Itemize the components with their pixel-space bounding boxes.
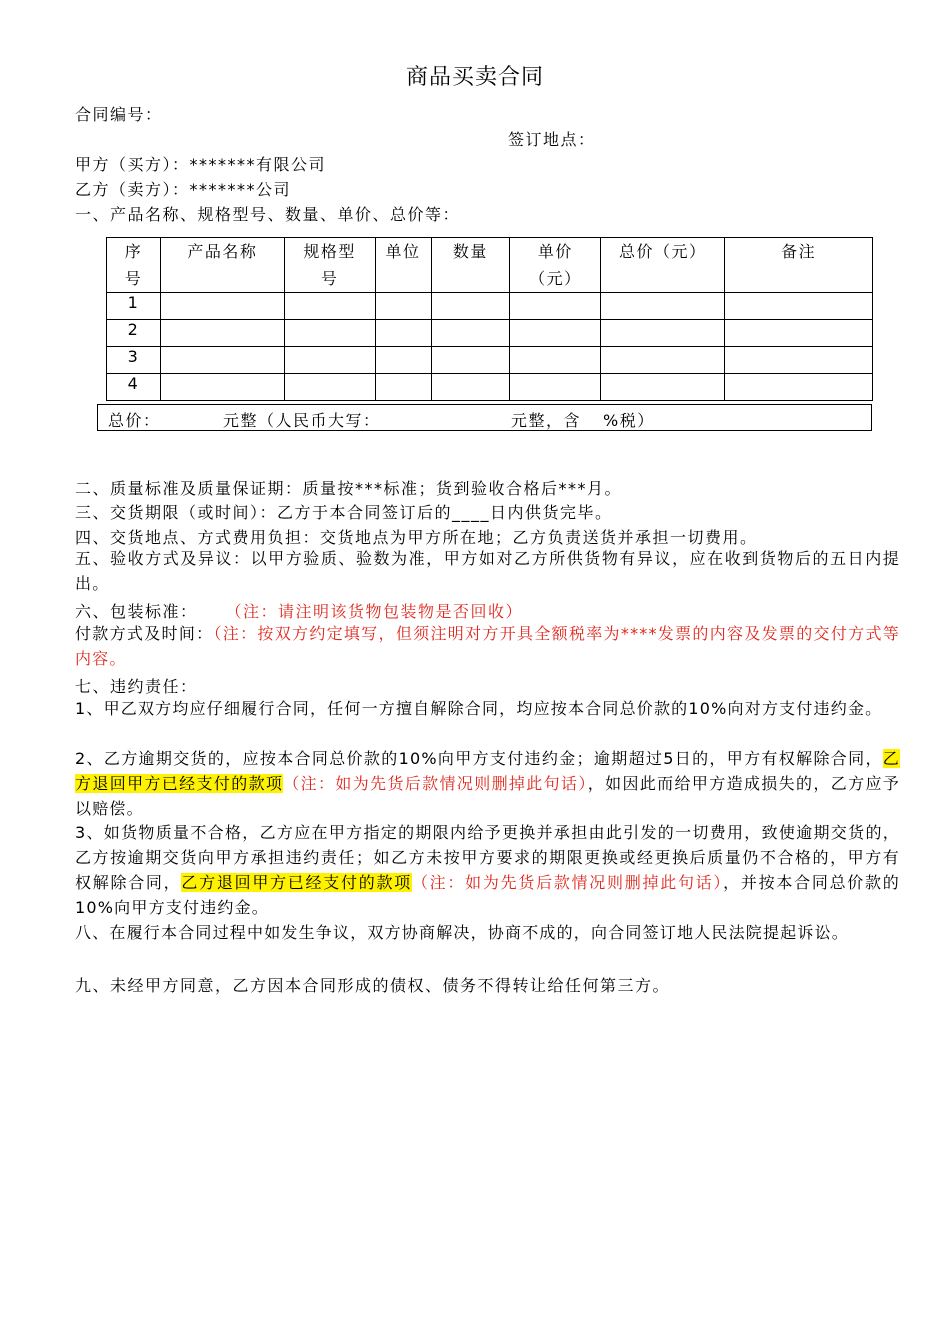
page-title: 商品买卖合同 [405, 65, 544, 90]
cell [160, 320, 284, 347]
cell [160, 347, 284, 374]
header-cell-remarks: 备注 [725, 238, 873, 293]
cell [431, 320, 510, 347]
table-row [107, 320, 873, 347]
section9-text: 九、未经甲方同意，乙方因本合同形成的债权、债务不得转让给任何第三方。 [75, 976, 671, 995]
section5-text: 五、验收方式及异议：以甲方验质、验数为准，甲方如对乙方所供货物有异议，应在收到货物后的五日内提出。 [75, 549, 900, 593]
clause3-paragraph [75, 820, 900, 920]
section7-heading: 七、违约责任： [75, 677, 198, 696]
total-yuan-label: 元整（人民币大写： [223, 411, 381, 430]
section2-text: 二、质量标准及质量保证期：质量按***标准；货到验收合格后***月。 [75, 479, 623, 498]
clause2-text-a: 2、乙方逾期交货的，应按本合同总价款的10%向甲方支付违约金；逾期超过5日的，甲方有权解除合同， [75, 749, 883, 768]
cell [725, 374, 873, 401]
total-price-row [97, 404, 872, 431]
cell [431, 347, 510, 374]
cell [510, 293, 601, 320]
row-number: 1 [107, 293, 161, 320]
payment-label: 付款方式及时间： [75, 624, 214, 643]
clause3-note: （注：如为先货后款情况则删掉此句话） [411, 873, 724, 892]
cell [431, 293, 510, 320]
section6-line [75, 599, 523, 622]
cell [725, 320, 873, 347]
contract-number-label: 合同编号： [75, 105, 163, 124]
clause3-text-b: ，并按本合同总价款的10%向甲方支付违约金。 [75, 873, 900, 917]
payment-note: （注：按双方约定填写，但须注明对方开具全额税率为****发票的内容及发票的交付方式等内容。 [75, 624, 900, 668]
table-row [107, 347, 873, 374]
cell [375, 320, 431, 347]
row-number: 2 [107, 320, 161, 347]
cell [601, 320, 725, 347]
header-cell-unit-price: 单价 （元） [510, 238, 601, 293]
cell [375, 347, 431, 374]
party-a-line: 甲方（买方）：*******有限公司 [75, 155, 327, 174]
total-tax-label: %税） [603, 411, 655, 430]
table-header-row [107, 238, 873, 293]
cell [601, 347, 725, 374]
header-cell-total-price: 总价（元） [601, 238, 725, 293]
section3-text: 三、交货期限（或时间）：乙方于本合同签订后的____日内供货完毕。 [75, 503, 613, 522]
header-cell-spec: 规格型 号 [284, 238, 375, 293]
section1-heading: 一、产品名称、规格型号、数量、单价、总价等： [75, 205, 461, 224]
clause3-text-a: 3、如货物质量不合格，乙方应在甲方指定的期限内给予更换并承担由此引发的一切费用，致使逾期交货的，乙方按逾期交货向甲方承担违约责任；如乙方未按甲方要求的期限更换或经更换后质量仍不合格的，甲方有权解除合同， [75, 823, 900, 892]
header-cell-index: 序 号 [107, 238, 161, 293]
cell [510, 320, 601, 347]
cell [284, 374, 375, 401]
cell [725, 347, 873, 374]
party-b-line: 乙方（卖方）：*******公司 [75, 180, 292, 199]
cell [375, 293, 431, 320]
total-label: 总价： [108, 411, 161, 430]
clause1-text: 1、甲乙双方均应仔细履行合同，任何一方擅自解除合同，均应按本合同总价款的10%向对方支付违约金。 [75, 699, 883, 718]
header-cell-unit: 单位 [375, 238, 431, 293]
cell [601, 374, 725, 401]
cell [375, 374, 431, 401]
cell [725, 293, 873, 320]
cell [284, 320, 375, 347]
section8-text: 八、在履行本合同过程中如发生争议，双方协商解决，协商不成的，向合同签订地人民法院提起诉讼。 [75, 923, 850, 942]
cell [160, 293, 284, 320]
cell [601, 293, 725, 320]
header-cell-quantity: 数量 [431, 238, 510, 293]
clause2-text-b: ，如因此而给甲方造成损失的，乙方应予以赔偿。 [75, 774, 901, 818]
table-row [107, 374, 873, 401]
clause2-highlight: 乙方退回甲方已经支付的款项 [75, 749, 900, 793]
cell [431, 374, 510, 401]
section6-label: 六、包装标准： [75, 602, 198, 621]
cell [510, 347, 601, 374]
row-number: 3 [107, 347, 161, 374]
clause2-paragraph [75, 746, 900, 821]
sign-place-label: 签订地点： [508, 130, 596, 149]
table-row [107, 293, 873, 320]
section6-note: （注：请注明该货物包装物是否回收） [225, 602, 524, 621]
header-cell-product-name: 产品名称 [160, 238, 284, 293]
cell [510, 374, 601, 401]
row-number: 4 [107, 374, 161, 401]
clause3-highlight: 乙方退回甲方已经支付的款项 [181, 873, 412, 892]
clause2-note: （注：如为先货后款情况则删掉此句话） [283, 774, 588, 793]
payment-paragraph [75, 621, 900, 671]
section4-text: 四、交货地点、方式费用负担：交货地点为甲方所在地；乙方负责送货并承担一切费用。 [75, 528, 758, 547]
cell [160, 374, 284, 401]
cell [284, 347, 375, 374]
product-table [106, 237, 873, 401]
cell [284, 293, 375, 320]
total-suffix-label: 元整，含 [511, 411, 582, 430]
